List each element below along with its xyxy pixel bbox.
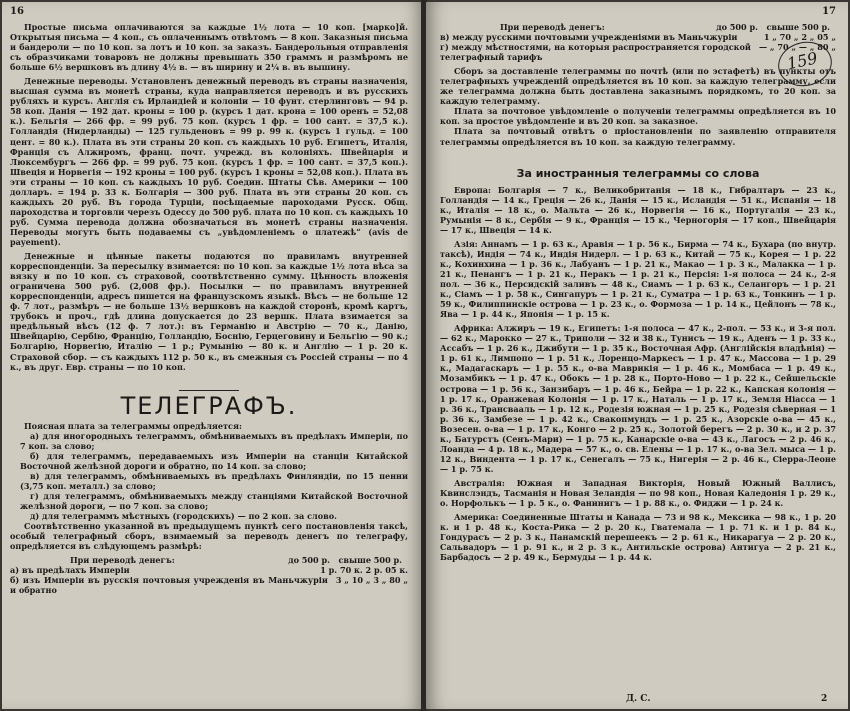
rate-row-value: 1 „ 70 „ 2 „ 05 „ — [763, 32, 836, 43]
paragraph-money-transfers: Денежные переводы. Установленъ денежный переводъ въ страны назначенія, высшая сумма въ монетѣ страны, куда направляется переводъ и въ русскихъ рубляхъ и курсъ. Англія съ Ирландіей и колоніи — 10 фунт. стерлинговъ — 94 р. 58 коп. Данія — 192 дат. кроны = 100 р. (курсъ 1 дат. крона = 100 оренъ = 52,08 к.). Бельгія — 266 фр. = 99 руб. 75 коп. (курсъ 1 фр. = 100 сант. = 37,5 к.). Голландія (Нидерланды) — 125 гульденовъ = 99 р. 99 к. (курсъ 1 гульд. = 100 цент. = 80 к.). Плата въ эти страны 20 коп. съ каждыхъ 10 руб. Египетъ, Италія, Франція съ Алжиромъ, франц. почт. учрежд. въ колоніяхъ. Швейцарія и Люксембургъ — 266 фр. = 99 руб. 75 коп. (курсъ 1 фр. = 100 сант. = 37,5 коп.). Швеція и Норвегія — 192 кроны = 100 руб. (курсъ 1 кроны = 52,08 коп.). Плата въ эти страны — 10 коп. съ каждыхъ 10 руб. Соедин. Штаты Сѣв. Америки — 100 долларъ. = 194 р. 33 к. Болгарія — 300 руб. Плата въ эти страны 20 коп. съ каждыхъ 20 руб. Въ города Турціи, посѣщаемые пароходами Русск. Общ. пароходства и торговли черезъ Одессу до 500 руб. плата по 10 коп. съ каждыхъ 10 руб. Сумма перевода должна обозначаться въ монетѣ страны назначенія. Переводы могутъ быть подаваемы съ „увѣдомленіемъ о платежѣ“ (avis de payement). — [10, 76, 408, 247]
paragraph-delivery-fee: Сборъ за доставленіе телеграммы по почтѣ (или по эстафетѣ) въ пункты отъ телеграфныхъ учрежденій опредѣляется въ 10 коп. за каждую телеграмму, если же телеграмма должна быть доставлена заказнымъ порядкомъ, то 20 коп. за каждую телеграмму. — [440, 66, 836, 107]
rate-row-value: — „ 70 „ — „ 80 „ — [758, 42, 836, 53]
rate-row-label: а) въ предѣлахъ Имперіи — [10, 565, 130, 576]
region-africa: Африка: Алжиръ — 19 к., Египетъ: 1-я полоса — 47 к., 2-пол. — 53 к., и 3-я пол. — 62 к., Марокко — 27 к., Триполи — 32 и 38 к., Тунисъ — 19 к., Аденъ — 1 р. 33 к., Ассабъ — 1 р. 26 к., Джибути — 1 р. 35 к., Восточная Афр. (Англійскія владѣнія) — 1 р. 61 к., Лимпопо — 1 р. 51 к., Лоренцо-Маркесъ — 1 р. 47 к., Массова — 1 р. 29 к., Мадагаскаръ — 1 р. 55 к., о-ва Маврикія — 1 р. 46 к., Момбаса — 1 р. 49 к., Мозамбикъ — 1 р. 47 к., Обокъ — 1 р. 28 к., Порто-Ново — 1 р. 22 к., Сейшельскіе острова — 1 р. 56 к., Занзибаръ — 1 р. 46 к., Бейра — 1 р. 22 к., Капская колонія — 1 р. 17 к., Оранжевая Колонія — 1 р. 17 к., Наталь — 1 р. 17 к., Земля Ніасса — 1 р. 36 к., Трансвааль — 1 р. 12 к., Родезія южная — 1 р. 25 к., Родезія сѣверная — 1 р. 36 к., Замбезе — 1 р. 42 к., Свакопмундъ — 1 р. 25 к., Азорскіе о-ва — 45 к., Возесен. о-ва — 1 р. 17 к., Конго — 2 р. 25 к., Золотой берегъ — 2 р. 30 к., и 2 р. 37 к., Батурстъ (Сенъ-Мари) — 1 р. 75 к., Канарскіе о-ва — 43 к., Лагосъ — 2 р. 46 к., Лоанда — 4 р. 18 к., Мадера — 57 к., о. св. Елены — 1 р. 17 к., о-ва Зел. мыса — 1 р. 12 к., Виндента — 1 р. 17 к., Сенегалъ — 75 к., Нигерія — 2 р. 46 к., Сіерра-Леоне — 1 р. 75 к. — [440, 323, 836, 474]
telegraph-item-a: а) для иногородныхъ телеграммъ, обмѣниваемыхъ въ предѣлахъ Имперіи, по 7 коп. за слово; — [20, 430, 408, 451]
rate-row-label: г) между мѣстностями, на которыя распространяется городской телеграфный тарифъ — [440, 42, 751, 63]
paragraph-notice-fee: Плата за почтовое увѣдомленіе о полученіи телеграммы опредѣляется въ 10 коп. за простое увѣдомленіе и въ 20 коп. за заказное. — [440, 106, 836, 127]
left-page-body — [10, 22, 408, 595]
page-number-left: 16 — [10, 6, 24, 17]
telegraph-intro: Поясная плата за телеграммы опредѣляется: — [24, 420, 242, 431]
telegraph-item-e: д) для телеграммъ мѣстныхъ (городскихъ) — по 2 коп. за слово. — [30, 511, 337, 522]
section-divider — [179, 390, 239, 391]
rate-row — [440, 42, 836, 62]
paragraph-parcels: Денежные и цѣнные пакеты подаются по правиламъ внутренней корреспонденціи. За пересылку взимается: по 10 коп. за каждые 1½ лота вѣса за вязку и по 10 коп. съ страховой, соотвѣтственно сумму. Цѣнность вложенія ограничена 500 руб. (2,008 фр.). Посылки — по правиламъ внутренней корреспонденціи, адресъ пишется на французскомъ языкѣ. Вѣсъ — не больше 12 ф. 7 лот., размѣръ — не больше 13½ вершковъ на каждой сторонѣ, кромѣ картъ, трубокъ и проч., гдѣ длина допускается до 23 вершк. Плата взимается за предѣльный вѣсъ (12 ф. 7 лот.): въ Германію и Австрію — 70 к., Данію, Швейцарію, Сербію, Францію, Голландію, Боснію, Герцеговину и Бельгію — 90 к.; Болгарію, Норвегію, Италію — 1 р.; Румынію — 80 к. и Англію — 1 р. 20 к. Страховой сбор. — съ каждыхъ 112 р. 50 к., въ смежныя съ Россіей страны — по 4 к., въ друг. Евр. страны — по 10 коп. — [10, 251, 408, 372]
rate-row-label: б) изъ Имперіи въ русскія почтовыя учрежденія въ Маньчжуріи и обратно — [10, 575, 328, 596]
rate-row-label: в) между русскими почтовыми учрежденіями въ Маньчжуріи — [440, 32, 738, 43]
rate-header-col2: свыше 500 р. — [766, 22, 830, 32]
rate-table-header-left — [10, 555, 408, 565]
right-page — [426, 2, 848, 709]
rate-row — [10, 565, 408, 575]
telegraph-heading: ТЕЛЕГРАФЪ. — [120, 391, 298, 420]
signature-number: 2 — [821, 694, 828, 704]
region-asia: Азія: Аннамъ — 1 р. 63 к., Аравія — 1 р. 56 к., Бирма — 74 к., Бухара (по внутр. таксѣ), Индія — 74 к., Индія Нидерл. — 1 р. 63 к., Китай — 75 к., Корея — 1 р. 22 к., Кохинхина — 1 р. 36 к., Лабуанъ — 1 р. 21 к., Макао — 1 р. 3 к., Малакка — 1 р. 21 к., Пенангъ — 1 р. 21 к., Перакъ — 1 р. 21 к., Персія: 1-я полоса — 24 к., 2-я пол. — 36 к., Персидскій заливъ — 48 к., Сиамъ — 1 р. 63 к., Селангоръ — 1 р. 21 к., Сіамъ — 1 р. 58 к., Сингапуръ — 1 р. 21 к., Суматра — 1 р. 63 к., Тонкинъ — 1 р. 59 к., Филиппинскіе острова — 1 р. 23 к., о. Формоза — 1 р. 14 к., Цейлонъ — 78 к., Ява — 1 р. 44 к., Японія — 1 р. 15 к. — [440, 238, 836, 320]
left-page — [2, 2, 422, 709]
rate-row — [440, 32, 836, 42]
paragraph-letters: Простые письма оплачиваются за каждые 1½ лота — 10 коп. [марко]й. Открытыя письма — 4 коп., съ оплаченнымъ отвѣтомъ — 8 коп. Заказныя письма и бандероли — по 10 коп. за лотъ и 10 коп. за заказъ. Бандерольныя отправленія съ образчиками товаровъ не должны превышать 350 граммъ и размѣромъ не больше 6½ вершковъ въ длину 4½ в. — въ ширину и 2¼ в. въ вышину. — [10, 22, 408, 73]
handwritten-number: 159 — [785, 48, 820, 74]
region-australia: Австралія: Южная и Западная Викторія, Новый Южный Валлисъ, Квинслэндъ, Тасманія и Новая Зеландія — по 98 коп., Новая Каледонія 1 р. 29 к., о. Норфолькъ — 1 р. 5 к., о. Фанинигъ — 1 р. 88 к., о. Фиджи — 1 р. 24 к. — [440, 477, 836, 509]
telegraph-item-b: б) для телеграммъ, передаваемыхъ изъ Имперіи на станціи Китайской Восточной желѣзной дороги и обратно, по 14 коп. за слово; — [20, 450, 408, 471]
rate-header-label: При переводѣ денегъ: — [70, 555, 175, 566]
rate-header-col1: до 500 р. — [288, 555, 330, 566]
telegraph-item-c: в) для телеграммъ, обмѣниваемыхъ въ предѣлахъ Финляндіи, по 15 пенни (3,75 коп. металл.) за слово; — [20, 470, 408, 491]
region-europe: Европа: Болгарія — 7 к., Великобританія — 18 к., Гибралтаръ — 23 к., Голландія — 14 к., Греція — 26 к., Данія — 15 к., Исландія — 51 к., Испанія — 18 к., Италія — 18 к., о. Мальта — 26 к., Норвегія — 16 к., Португалія — 23 к., Румынія — 8 к., Сербія — 9 к., Франція — 15 к., Черногорія — 17 коп., Швейцарія — 17 к., Швеція — 14 к. — [440, 184, 836, 235]
rate-header-label: При переводѣ денегъ: — [500, 22, 605, 32]
signature-mark: Д. С. — [626, 694, 651, 704]
rate-header-col2: свыше 500 р. — [338, 555, 402, 566]
paragraph-suspension-fee: Плата за почтовый отвѣтъ о пріостановленіи по заявленію отправителя телеграммы опредѣляется въ 10 коп. за каждую телеграмму. — [440, 126, 836, 147]
rate-row — [10, 575, 408, 595]
telegraph-item-d: г) для телеграммъ, обмѣниваемыхъ между станціями Китайской Восточной желѣзной дороги, — по 7 коп. за слово; — [20, 490, 408, 512]
region-america: Америка: Соединенные Штаты и Канада — 73 и 98 к., Мексика — 98 к., 1 р. 20 к. и 1 р. 48 к., Коста-Рика — 2 р. 20 к., Гватемала — 1 р. 71 к. и 1 р. 84 к., Гондурасъ — 2 р. 3 к., Панамскій перешеекъ — 2 р. 61 к., Никарагуа — 2 р. 20 к., Сальвадоръ — 1 р. 91 к., и 2 р. 3 к., Антильскіе острова) Антигуа — 2 р. 21 к., Барбадосъ — 2 р. 49 к., Бермуды — 1 р. 44 к. — [440, 512, 836, 563]
foreign-telegrams-title: За иностранныя телеграммы со слова — [516, 166, 760, 180]
right-page-body — [440, 22, 836, 562]
page-number-right: 17 — [822, 6, 836, 17]
telegraph-fee-note: Соотвѣтственно указанной въ предыдущемъ пунктѣ сего постановленія таксѣ, особый телеграфный сборъ, взимаемый за переводъ денегъ по телеграфу, опредѣляется въ слѣдующемъ размѣрѣ: — [10, 521, 408, 552]
rate-row-value: 3 „ 10 „ 3 „ 80 „ — [335, 575, 408, 586]
rate-row-value: 1 р. 70 к. 2 р. 05 к. — [320, 565, 408, 576]
rate-table-header-right — [440, 22, 836, 32]
rate-header-col1: до 500 р. — [716, 22, 758, 32]
